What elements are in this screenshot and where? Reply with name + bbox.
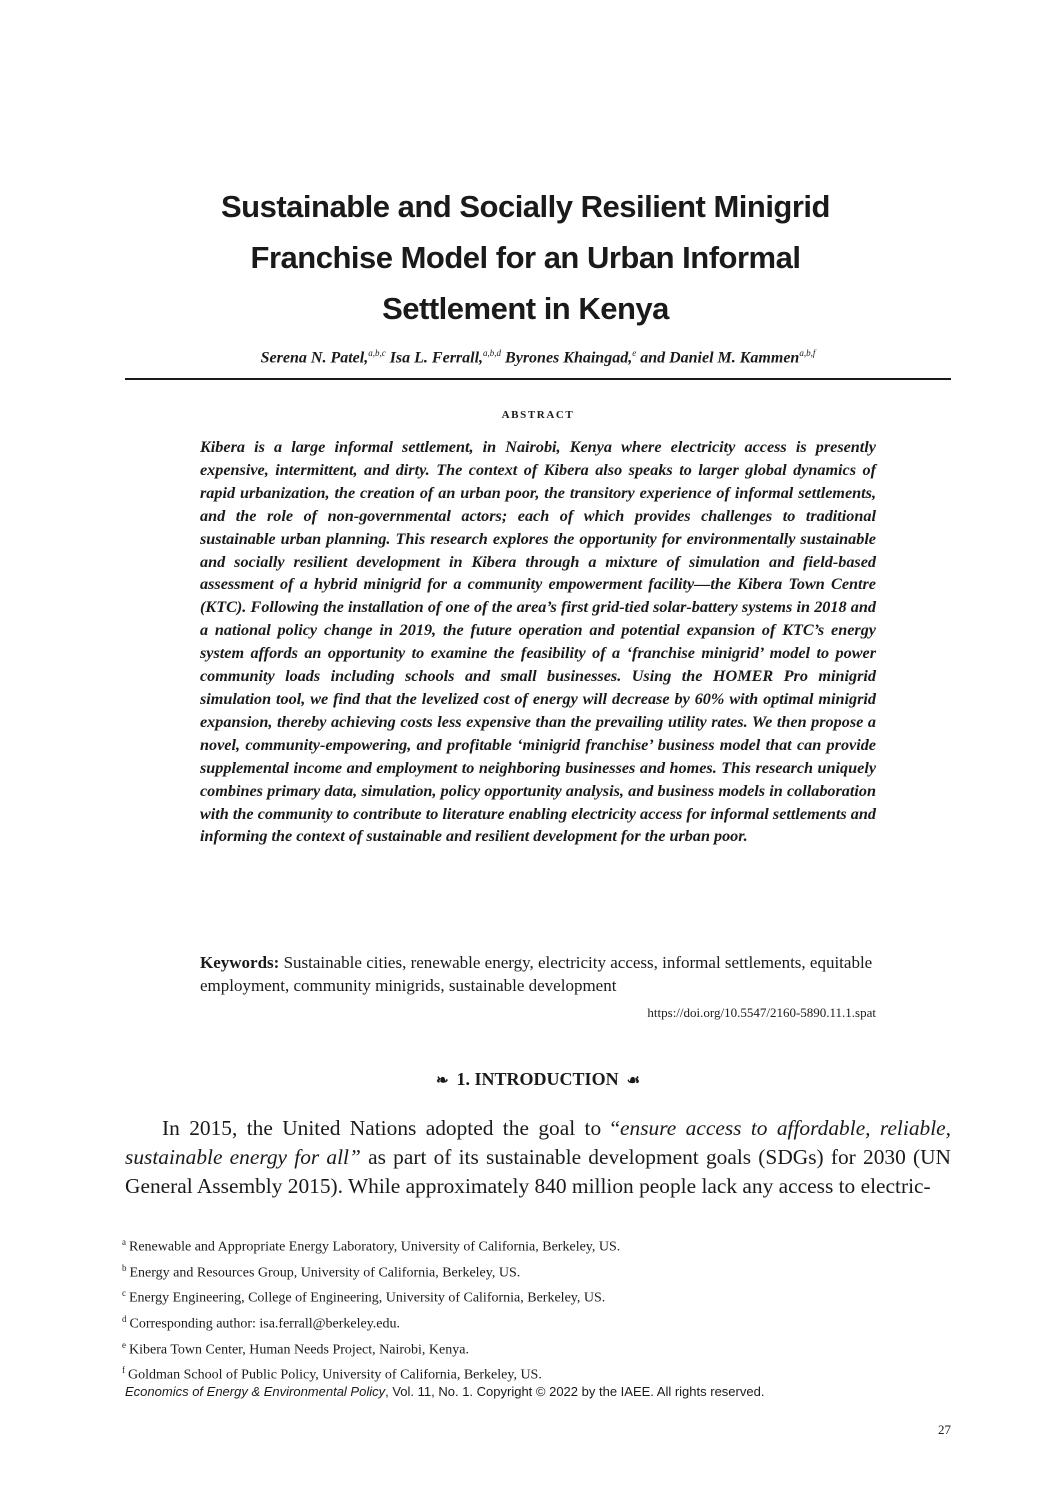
- journal-copyright: , Vol. 11, No. 1. Copyright © 2022 by the IAEE. All rights reserved.: [385, 1384, 765, 1399]
- footnote-list: [122, 1232, 620, 1386]
- header-divider: [125, 378, 951, 380]
- author-name: Serena N. Patel,: [260, 349, 369, 367]
- author-name: Isa L. Ferrall,: [389, 349, 484, 367]
- footnote-text: Kibera Town Center, Human Needs Project, Nairobi, Kenya.: [129, 1342, 469, 1358]
- footnote-text: Corresponding author: isa.ferrall@berkeley.edu.: [129, 1316, 401, 1332]
- footnote-mark: f: [122, 1365, 125, 1376]
- paper-title: [120, 181, 931, 334]
- footnote-mark: c: [122, 1288, 126, 1299]
- section-heading-text: 1. INTRODUCTION: [456, 1069, 619, 1089]
- abstract-text: Kibera is a large informal settlement, in Nairobi, Kenya where electricity access is presently expensive, intermittent, and dirty. The context of Kibera also speaks to larger global dynamics of rapid urbanization, the creation of an urban poor, the transitory experience of informal settlements, and the role of non-governmental actors; each of which provides challenges to traditional sustainable urban planning. This research explores the opportunity for environmentally sustainable and socially resilient development in Kibera through a mixture of simulation and field-based assessment of a hybrid minigrid for a community empowerment facility—the Kibera Town Centre (KTC). Following the installation of one of the area’s first grid-tied solar-battery systems in 2018 and a national policy change in 2019, the future operation and potential expansion of KTC’s energy system affords an opportunity to examine the feasibility of a ‘franchise minigrid’ model to power community loads including schools and small businesses. Using the HOMER Pro minigrid simulation tool, we find that the levelized cost of energy will decrease by 60% with optimal minigrid expansion, thereby achieving costs less expensive than the prevailing utility rates. We then propose a novel, community-empowering, and profitable ‘minigrid franchise’ business model that can provide supplemental income and employment to neighboring businesses and homes. This research uniquely combines primary data, simulation, policy opportunity analysis, and business models in collaboration with the community to contribute to literature enabling electricity access for informal settlements and informing the context of sustainable and resilient development for the urban poor.: [200, 438, 876, 846]
- intro-text: as part of its sustainable development goals (SDGs) for 2030 (UN General Assembly 2015). While approximately 840 million people lack any access to electric-: [125, 1145, 951, 1198]
- section-heading: [125, 1069, 951, 1090]
- footnote: [122, 1258, 620, 1284]
- footnote-text: Renewable and Appropriate Energy Laboratory, University of California, Berkeley, US.: [129, 1239, 621, 1255]
- author-affiliation-marks: a,b,d: [483, 348, 502, 358]
- author-affiliation-marks: a,b,f: [799, 348, 816, 358]
- doi-link[interactable]: https://doi.org/10.5547/2160-5890.11.1.spat: [647, 1005, 876, 1020]
- footnote: [122, 1309, 620, 1335]
- author-name: and Daniel M. Kammen: [640, 349, 800, 367]
- footnote-mark: b: [122, 1262, 127, 1273]
- title-line: Sustainable and Socially Resilient Minigrid: [221, 188, 830, 224]
- footnote-text: Energy Engineering, College of Engineering, University of California, Berkeley, US.: [129, 1290, 606, 1306]
- journal-name: Economics of Energy & Environmental Policy: [125, 1384, 386, 1399]
- intro-quote: ensure access to affordable, reliable, sustainable energy for all”: [125, 1116, 951, 1169]
- page-number: 27: [938, 1422, 951, 1437]
- footnote: [122, 1335, 620, 1361]
- footnote: [122, 1360, 620, 1386]
- author-list: [125, 343, 951, 368]
- author-name: Byrones Khaingad,: [505, 349, 633, 367]
- author-affiliation-marks: a,b,c: [368, 348, 386, 358]
- intro-paragraph: [125, 1114, 951, 1201]
- abstract-heading: ABSTRACT: [501, 409, 575, 421]
- keywords-text: Sustainable cities, renewable energy, electricity access, informal settlements, equitable employment, community minigrids, sustainable development: [200, 953, 873, 995]
- fleuron-left-icon: ❧: [435, 1073, 449, 1089]
- keywords: [200, 951, 876, 997]
- footnote: [122, 1232, 620, 1258]
- footnote-text: Energy and Resources Group, University of California, Berkeley, US.: [129, 1265, 521, 1281]
- footnote-mark: d: [122, 1313, 127, 1324]
- footnote-mark: a: [122, 1237, 126, 1247]
- footnote-mark: e: [122, 1339, 126, 1350]
- author-affiliation-marks: e: [632, 348, 637, 358]
- keywords-label: Keywords:: [200, 953, 280, 972]
- intro-text: In 2015, the United Nations adopted the goal to “: [162, 1116, 621, 1140]
- title-line: Franchise Model for an Urban Informal: [250, 239, 801, 275]
- journal-citation: [125, 1384, 764, 1399]
- footnote-text: Goldman School of Public Policy, University of California, Berkeley, US.: [128, 1367, 542, 1383]
- footnote: [122, 1283, 620, 1309]
- fleuron-right-icon: ☙: [626, 1073, 641, 1089]
- title-line: Settlement in Kenya: [382, 290, 669, 326]
